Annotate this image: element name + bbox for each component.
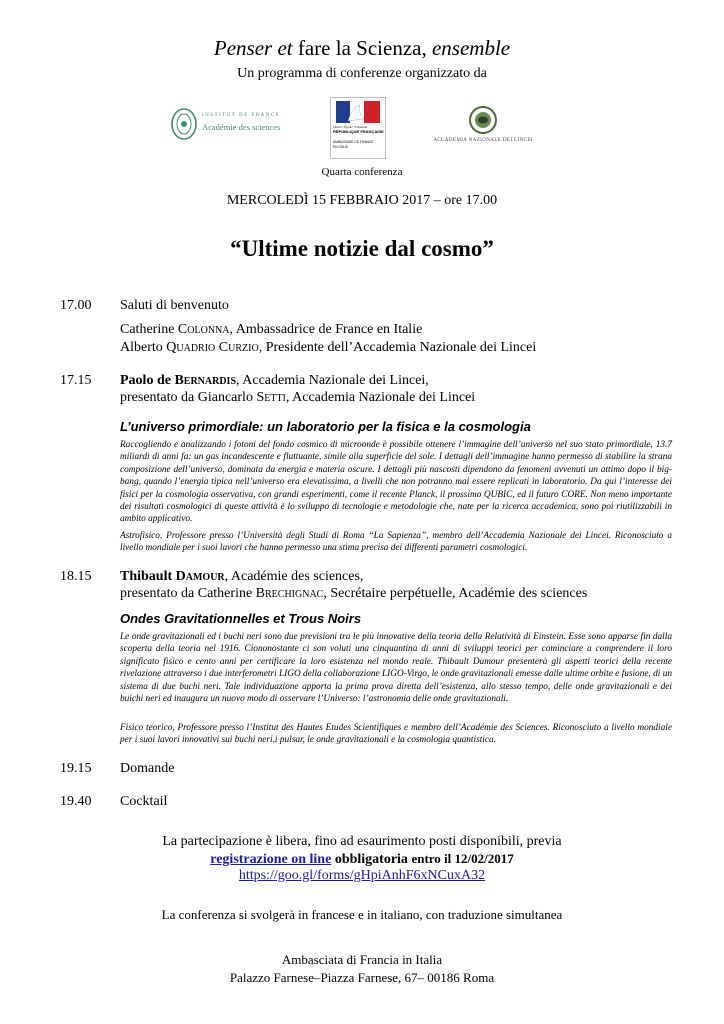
footer-line1: Ambasciata di Francia in Italia	[281, 952, 443, 967]
speaker-name-part: Catherine C	[120, 322, 188, 337]
ambassade-motto: Liberté • Égalité • Fraternité	[333, 125, 367, 129]
academie-line1: INSTITUT DE FRANCE	[202, 113, 281, 118]
speaker-role: , Académie des sciences,	[224, 569, 364, 584]
title-part-fare: fare la Scienza,	[297, 36, 427, 60]
program-time: 18.15	[60, 569, 92, 584]
presenter-role: , Accademia Nazionale dei Lincei	[285, 390, 476, 405]
presenter-brechignac	[120, 586, 587, 602]
academie-line2: Académie des sciences	[202, 122, 281, 132]
presenter-surname-sc: rechignac	[265, 586, 324, 601]
speaker-name-part: Alberto Q	[120, 340, 177, 355]
program-title: Saluti di benvenuto	[120, 298, 229, 313]
presenter-name-part: presentato da Catherine B	[120, 586, 266, 601]
program-title: Domande	[120, 761, 175, 776]
speaker-surname-sc: uadrio	[176, 340, 216, 355]
presenter-name-part: presentato da Giancarlo S	[120, 390, 265, 405]
talk-abstract: Le onde gravitazionali ed i buchi neri sono due previsioni tra le più innovative della teoria della Relatività di Einstein. Esse sono apparse fin dalla scoperta della teoria nel 1916. Ciononostante ci son voluti una cinquantina di anni di sviluppi teorici per cominciare a comprendere il loro significato fisico e cento anni per certificare la loro esistenza nel mondo reale. Thibault Damour presenterà gli aspetti teorici della recente rivelazione attraverso i due interferometri LIGO della collaborazione LIGO-Virgo, le onde gravitazionali emesse dalle ultime orbite e fusione, di un sistema di due buchi neri. Tale individuazione apporta la prima prova diretta dell’esistenza, allo stesso tempo, delle onde gravitazionali e dei buichi neri ed inaugura un nuovo modo di osservare l’Universo: l’astronomia delle onde gravitazionali.	[120, 632, 672, 705]
presenter-surname-sc: etti	[264, 390, 286, 405]
program-time: 17.00	[60, 298, 92, 313]
registration-line2	[0, 851, 724, 868]
lincei-label: ACCADEMIA NAZIONALE DEI LINCEI	[433, 137, 533, 143]
marianne-flag-icon	[336, 101, 380, 123]
speaker-damour	[120, 569, 363, 585]
speaker-surname-sc: olonna	[187, 322, 230, 337]
program-time: 19.40	[60, 794, 92, 809]
title-part-et: et	[277, 36, 293, 60]
talk-title: Ondes Gravitationnelles et Trous Noirs	[120, 611, 362, 626]
speaker-colonna	[120, 322, 422, 338]
language-note: La conferenza si svolgerà in francese e in italiano, con traduzione simultanea	[161, 907, 563, 922]
presenter-setti	[120, 390, 475, 406]
speaker-name-part: Paolo de B	[120, 373, 184, 388]
speaker-de-bernardis	[120, 373, 429, 389]
speaker-role: , Presidente dell’Accademia Nazionale dei Lincei	[258, 340, 537, 355]
speaker-surname-sc: ernardis	[183, 373, 237, 388]
speaker-role: , Accademia Nazionale dei Lincei,	[236, 373, 429, 388]
title-part-penser: Penser	[213, 36, 273, 60]
academie-des-sciences-logo	[170, 107, 290, 141]
speaker-surname-sc: amour	[185, 569, 225, 584]
program-time: 19.15	[60, 761, 92, 776]
page-subtitle: Un programma di conferenze organizzato da	[237, 66, 487, 81]
speaker-role: , Ambassadrice de France en Italie	[229, 322, 423, 337]
ambassade-line1: AMBASSADE DE FRANCE	[333, 140, 374, 144]
lincei-lynx-emblem-icon	[466, 105, 500, 135]
presenter-role: , Secrétaire perpétuelle, Académie des sciences	[323, 586, 588, 601]
speaker-surname-sc: urzio	[228, 340, 259, 355]
program-time: 17.15	[60, 373, 92, 388]
event-title: “Ultime notizie dal cosmo”	[230, 236, 494, 261]
speaker-bio: Fisico teorico, Professore presso l’Institut des Hautes Etudes Scientifiques e membro dell’Académie des Sciences. Riconosciuto a livello mondiale per i suoi lavori innovativi sui buchi neri,i pulsar, le onde gravitazionali e la cosmologia quantistica.	[120, 723, 672, 746]
conference-ordinal: Quarta conferenza	[321, 166, 403, 178]
academie-emblem-icon	[170, 107, 198, 141]
speaker-bio: Astrofisico, Professore presso l’Università degli Studi di Roma “La Sapienza”, membro dell’Accademia Nazionale dei Lincei. Riconosciuto a livello mondiale per i suoi lavori che hanno permesso una stima precisa dei differenti parametri cosmologici.	[120, 531, 672, 554]
page-title	[0, 36, 724, 61]
registration-link[interactable]: registrazione on line	[210, 852, 332, 867]
ambassade-france-logo	[330, 97, 386, 159]
accademia-lincei-logo	[428, 105, 538, 147]
registration-url-line	[0, 868, 724, 884]
speaker-quadrio-curzio	[120, 340, 536, 356]
speaker-name-part: Thibault D	[120, 569, 186, 584]
registration-deadline: entro il 12/02/2017	[411, 851, 514, 866]
title-part-ensemble: ensemble	[431, 36, 511, 60]
logo-bar	[0, 95, 724, 157]
footer-address: Palazzo Farnese–Piazza Farnese, 67– 00186 Roma	[229, 970, 495, 985]
ambassade-republique: RÉPUBLIQUE FRANÇAISE	[333, 129, 384, 134]
registration-mandatory: obbligatoria	[334, 852, 408, 867]
ambassade-line2: EN ITALIE	[333, 145, 349, 149]
talk-abstract: Raccogliendo e analizzando i fotoni del fondo cosmico di microonde è possibile ottenere l’immagine dell’universo nel suo stato primordiale, 13.7 miliardi di anni fa: un gas incandescente e fluttuante, simile alla superficie del sole. I dettagli dell’immagine hanno permesso di stabilire la strana composizione dell’universo, dominata da energia e materia oscure. I dettagli più nascosti dipendono da fenomeni avvenuti un attimo dopo il big-bang, quando l’energia tipica nell’universo era elevatissima, a livelli che non potranno mai essere replicati in laboratorio. Da qui l’interesse dei fisici per la cosmologia osservativa, con grandi esperimenti, come il recente Planck, il prossimo QUBIC, ed il futuro CORE. Non meno importante dei risultati cosmologici di queste attività è lo sviluppo di tecnologie e metodologie che, nate per la ricerca accademica, sono poi riutilizzabili in ambito applicativo.	[120, 440, 672, 525]
program-title: Cocktail	[120, 794, 168, 809]
registration-url-link[interactable]: https://goo.gl/forms/gHpiAnhF6xNCuxA32	[238, 868, 486, 883]
talk-title: L’universo primordiale: un laboratorio per la fisica e la cosmologia	[120, 419, 531, 434]
event-date: MERCOLEDÌ 15 FEBBRAIO 2017 – ore 17.00	[226, 193, 498, 208]
speaker-name-part: C	[215, 340, 229, 355]
registration-info: La partecipazione è libera, fino ad esaurimento posti disponibili, previa	[162, 834, 562, 849]
